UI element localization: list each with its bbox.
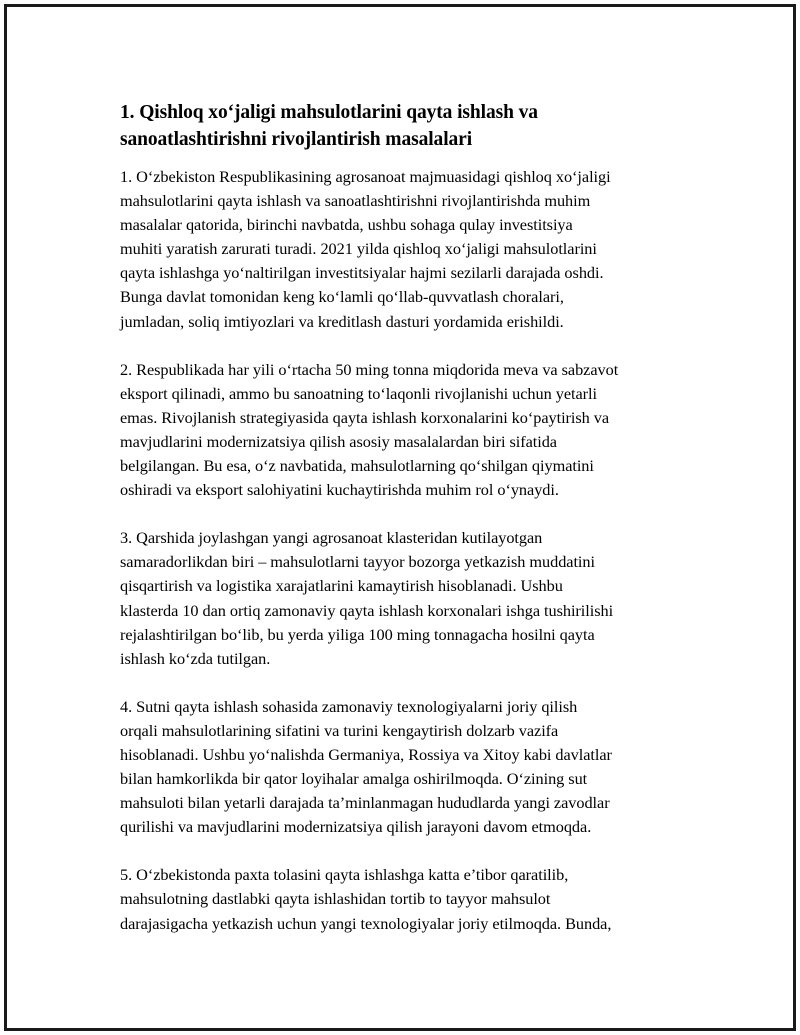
paragraph-line: 4. Sutni qayta ishlash sohasida zamonaviy texnologiyalarni joriy qilish [120,696,578,716]
paragraph-line: 1. O‘zbekiston Respublikasining agrosanoat majmuasidagi qishloq xo‘jaligi [120,167,611,186]
page-border [4,4,796,1031]
paragraph-line: oshiradi va eksport salohiyatini kuchaytirishda muhim rol o‘ynaydi. [120,480,559,500]
paragraph-line: muhiti yaratish zarurati turadi. 2021 yilda qishloq xo‘jaligi mahsulotlarini [120,239,597,259]
paragraph-line: mavjudlarini modernizatsiya qilish asosiy masalalardan biri sifatida [120,431,557,451]
paragraph-line: hisoblanadi. Ushbu yo‘nalishda Germaniya, Rossiya va Xitoy kabi davlatlar [120,744,612,764]
paragraph-line: orqali mahsulotlarining sifatini va turini kengaytirish dolzarb vazifa [120,720,559,740]
paragraph-list [120,165,700,936]
section-title [120,99,700,153]
paragraph-line: rejalashtirilgan bo‘lib, bu yerda yiliga 100 ming tonnagacha hosilni qayta [120,624,595,644]
paragraph-3 [120,526,700,671]
section-title-line-2: sanoatlashtirishni rivojlantirish masalalari [120,129,473,150]
paragraph-5 [120,863,700,935]
paragraph-line: mahsulotning dastlabki qayta ishlashidan tortib to tayyor mahsulot [120,889,551,909]
paragraph-line: ishlash ko‘zda tutilgan. [120,648,271,668]
paragraph-line: 5. O‘zbekistonda paxta tolasini qayta ishlashga katta e’tibor qaratilib, [120,865,569,885]
paragraph-line: jumladan, soliq imtiyozlari va kreditlash dasturi yordamida erishildi. [120,311,564,331]
paragraph-line: mahsulotlarini qayta ishlash va sanoatlashtirishni rivojlantirishda muhim [120,191,591,211]
paragraph-2 [120,358,700,503]
paragraph-line: Bunga davlat tomonidan keng ko‘lamli qo‘llab-quvvatlash choralari, [120,287,564,307]
paragraph-line: masalalar qatorida, birinchi navbatda, ushbu sohaga qulay investitsiya [120,215,573,235]
paragraph-line: samaradorlikdan biri – mahsulotlarni tayyor bozorga yetkazish muddatini [120,552,595,572]
paragraph-4 [120,695,700,840]
paragraph-line: belgilangan. Bu esa, o‘z navbatida, mahsulotlarning qo‘shilgan qiymatini [120,456,594,476]
paragraph-line: darajasigacha yetkazish uchun yangi texnologiyalar joriy etilmoqda. Bunda, [120,913,612,933]
paragraph-line: qurilishi va mavjudlarini modernizatsiya qilish jarayoni davom etmoqda. [120,817,592,837]
paragraph-line: 3. Qarshida joylashgan yangi agrosanoat klasteridan kutilayotgan [120,528,543,548]
paragraph-line: mahsuloti bilan yetarli darajada ta’minlanmagan hududlarda yangi zavodlar [120,793,610,813]
document-body [120,99,700,960]
paragraph-line: klasterda 10 dan ortiq zamonaviy qayta ishlash korxonalari ishga tushirilishi [120,600,614,620]
paragraph-line: 2. Respublikada har yili o‘rtacha 50 ming tonna miqdorida meva va sabzavot [120,359,619,379]
section-title-line-1: 1. Qishloq xo‘jaligi mahsulotlarini qayta ishlash va [120,102,538,123]
paragraph-1 [120,165,700,334]
paragraph-line: qisqartirish va logistika xarajatlarini kamaytirish hisoblanadi. Ushbu [120,576,563,596]
paragraph-line: bilan hamkorlikda bir qator loyihalar amalga oshirilmoqda. O‘zining sut [120,769,588,789]
paragraph-line: eksport qilinadi, ammo bu sanoatning to‘laqonli rivojlanishi uchun yetarli [120,383,597,403]
paragraph-line: emas. Rivojlanish strategiyasida qayta ishlash korxonalarini ko‘paytirish va [120,407,610,427]
paragraph-line: qayta ishlashga yo‘naltirilgan investitsiyalar hajmi sezilarli darajada oshdi. [120,263,604,283]
